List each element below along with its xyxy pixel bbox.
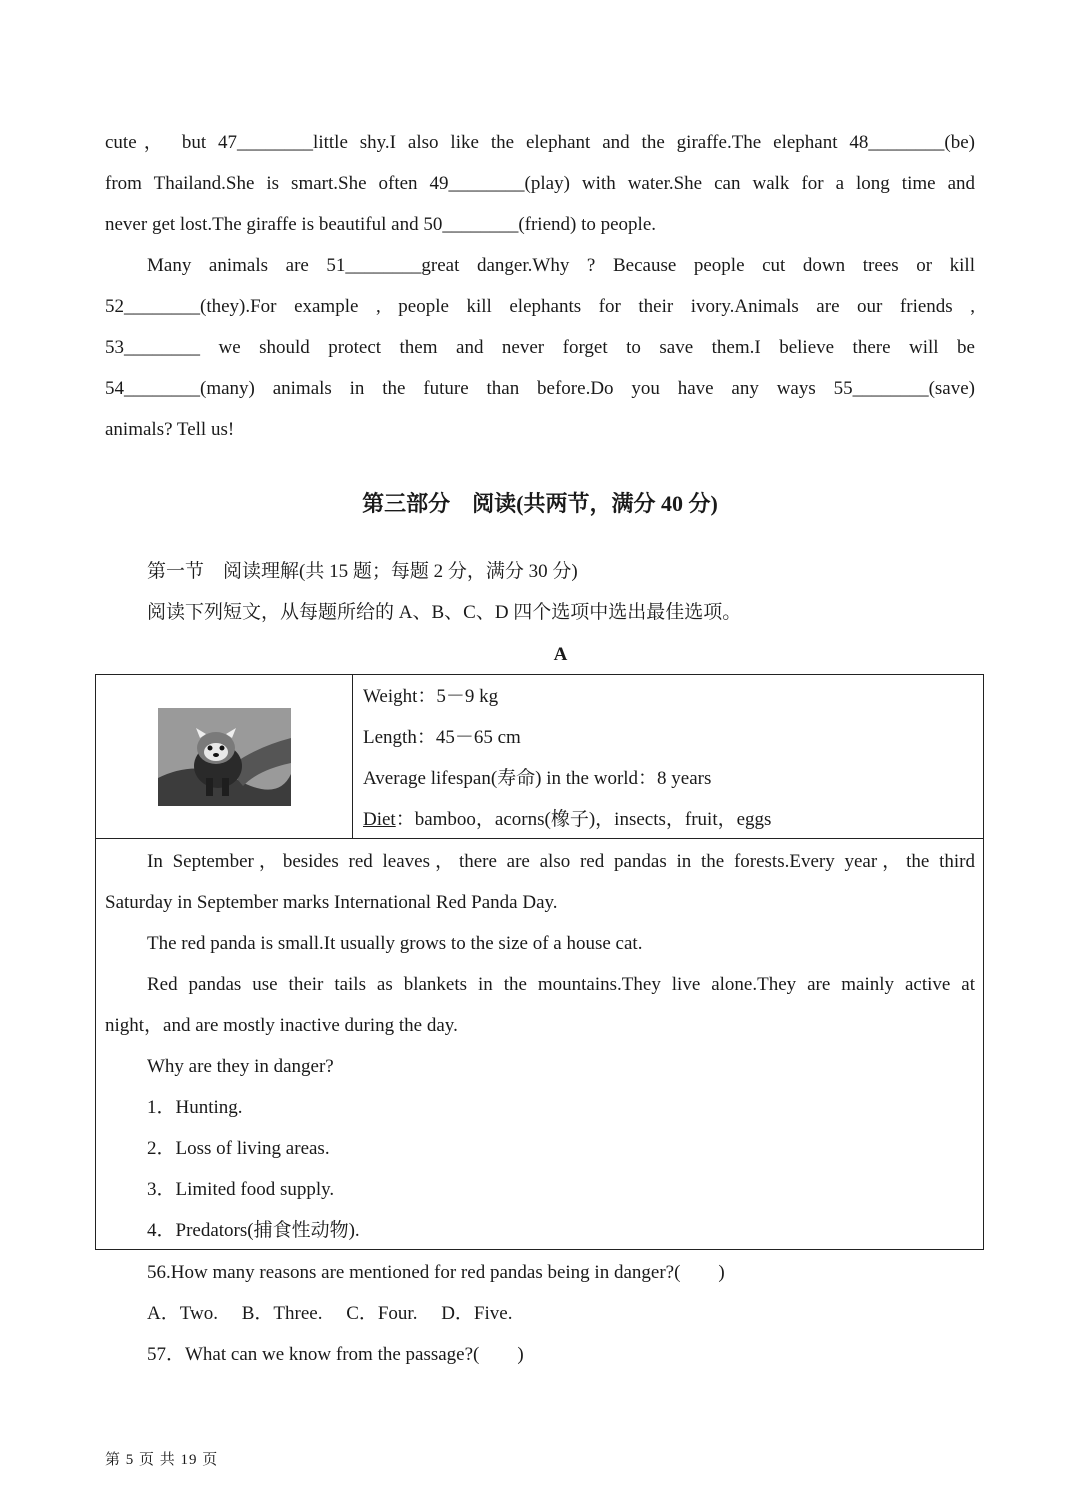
passage-line-5: night，and are mostly inactive during the day.: [105, 1015, 458, 1036]
table-divider-horizontal: [95, 838, 984, 839]
info-weight: Weight：5－9 kg: [363, 686, 499, 707]
diet-label: Diet: [363, 809, 396, 830]
info-diet: [363, 808, 771, 832]
cloze-line-7: 54________(many) animals in the future than before.Do you have any ways 55________(save): [105, 378, 975, 399]
cloze-line-1: cute， but 47________little shy.I also like the elephant and the giraffe.The elephant 48________(be): [105, 132, 975, 153]
diet-value: ：bamboo，acorns(橡子)，insects，fruit，eggs: [395, 809, 772, 830]
question-56-options: A．Two. B．Three. C．Four. D．Five.: [147, 1303, 513, 1324]
cloze-line-4: Many animals are 51________great danger.Why ? Because people cut down trees or kill: [147, 255, 975, 276]
red-panda-photo: [158, 708, 291, 806]
cloze-line-5: 52________(they).For example , people kill elephants for their ivory.Animals are our friends ,: [105, 296, 975, 317]
section1-title: 第一节 阅读理解(共 15 题；每题 2 分，满分 30 分): [147, 561, 578, 582]
question-57: 57．What can we know from the passage?( ): [147, 1344, 524, 1365]
cloze-line-8: animals? Tell us!: [105, 419, 235, 440]
passage-line-2: Saturday in September marks International Red Panda Day.: [105, 892, 558, 913]
question-56: 56.How many reasons are mentioned for red pandas being in danger?( ): [147, 1262, 725, 1283]
danger-reason-2: 2．Loss of living areas.: [147, 1138, 330, 1159]
info-length: Length：45－65 cm: [363, 727, 521, 748]
instruction-text: 阅读下列短文，从每题所给的 A、B、C、D 四个选项中选出最佳选项。: [147, 602, 742, 623]
cloze-line-3: never get lost.The giraffe is beautiful and 50________(friend) to people.: [105, 214, 657, 235]
page-footer: 第 5 页 共 19 页: [105, 1452, 219, 1468]
passage-line-6: Why are they in danger?: [147, 1056, 334, 1077]
passage-line-4: Red pandas use their tails as blankets in the mountains.They live alone.They are mainly active at: [147, 974, 975, 995]
cloze-line-2: from Thailand.She is smart.She often 49________(play) with water.She can walk for a long time and: [105, 173, 975, 194]
info-lifespan: Average lifespan(寿命) in the world：8 years: [363, 768, 712, 789]
table-divider-vertical: [352, 674, 353, 839]
danger-reason-1: 1．Hunting.: [147, 1097, 243, 1118]
part3-title: 第三部分 阅读(共两节，满分 40 分): [362, 491, 718, 516]
cloze-line-6: 53________ we should protect them and never forget to save them.I believe there will be: [105, 337, 975, 358]
danger-reason-3: 3．Limited food supply.: [147, 1179, 335, 1200]
passage-line-3: The red panda is small.It usually grows to the size of a house cat.: [147, 933, 643, 954]
passage-line-1: In September，besides red leaves，there are also red pandas in the forests.Every year，the third: [147, 851, 975, 872]
passage-label: A: [553, 644, 568, 665]
danger-reason-4: 4．Predators(捕食性动物).: [147, 1220, 360, 1241]
